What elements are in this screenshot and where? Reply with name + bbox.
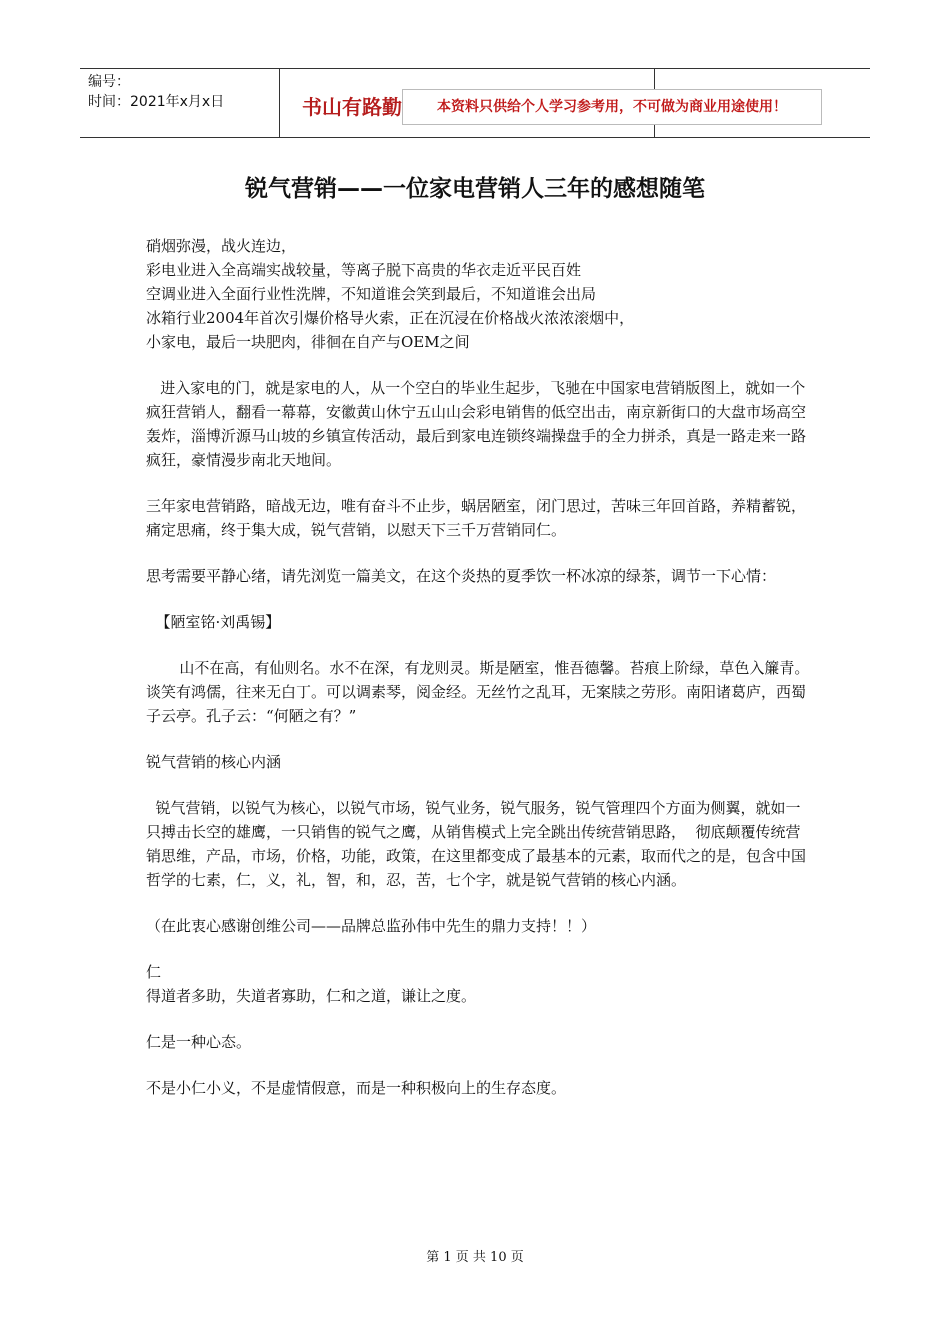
paragraph: 得道者多助，失道者寡助，仁和之道，谦让之度。 [146,987,477,1005]
paragraph: 锐气营销，以锐气为核心，以锐气市场，锐气业务，锐气服务，锐气管理四个方面为侧翼，就如一只搏击长空的雄鹰，一只销售的锐气之鹰，从销售模式上完全跳出传统营销思路， 彻底颠覆传统营销思维，产品，市场，价格，功能，政策，在这里都变成了最基本的元素，取而代之的是，包含中国哲学的七素，仁，义，礼，智，和，忍，苦，七个字，就是锐气营销的核心内涵。 [146,799,807,889]
paragraph: 不是小仁小义，不是虚情假意，而是一种积极向上的生存态度。 [146,1079,567,1097]
paragraph: 仁是一种心态。 [146,1033,252,1051]
section-heading: 仁 [146,963,162,981]
paragraph: 思考需要平静心绪，请先浏览一篇美文，在这个炎热的夏季饮一杯冰凉的绿茶，调节一下心情： [146,567,777,585]
poem-line: 小家电，最后一块肥肉，徘徊在自产与OEM之间 [146,333,470,351]
section-heading: 锐气营销的核心内涵 [146,753,282,771]
page-title: 锐气营销——一位家电营销人三年的感想随笔 [245,176,705,202]
page-header [80,68,870,138]
document-body [146,234,810,1100]
usage-notice: 本资料只供给个人学习参考用，不可做为商业用途使用！ [402,89,822,125]
header-meta [80,69,280,137]
poem-line: 冰箱行业2004年首次引爆价格导火索，正在沉浸在价格战火浓浓滚烟中， [146,309,635,327]
poem-line: 彩电业进入全高端实战较量，等离子脱下高贵的华衣走近平民百姓 [146,261,582,279]
time-label: 时间：2021年x月x日 [88,94,225,110]
poem-line: 硝烟弥漫，战火连边， [146,237,297,255]
brand-text: 书山有路勤 [302,95,402,119]
poem-line: 空调业进入全面行业性洗牌，不知道谁会笑到最后，不知道谁会出局 [146,285,597,303]
paragraph: 进入家电的门，就是家电的人，从一个空白的毕业生起步，飞驰在中国家电营销版图上，就如一个疯狂营销人，翻看一幕幕，安徽黄山休宁五山山会彩电销售的低空出击，南京新街口的大盘市场高空轰炸，淄博沂源马山坡的乡镇宣传活动，最后到家电连锁终端操盘手的全力拼杀，真是一路走来一路疯狂，豪情漫步南北天地间。 [146,379,807,469]
section-heading: 【陋室铭·刘禹锡】 [146,613,281,631]
paragraph: 山不在高，有仙则名。水不在深，有龙则灵。斯是陋室，惟吾德馨。苔痕上阶绿，草色入簾青。谈笑有鸿儒，往来无白丁。可以调素琴，阅金经。无丝竹之乱耳，无案牍之劳形。南阳诸葛庐，西蜀子云亭。孔子云：“何陋之有？” [146,659,810,725]
paragraph: （在此衷心感谢创维公司——品牌总监孙伟中先生的鼎力支持！！） [146,917,597,935]
paragraph: 三年家电营销路，暗战无边，唯有奋斗不止步，蜗居陋室，闭门思过，苦味三年回首路，养精蓄锐，痛定思痛，终于集大成，锐气营销，以慰天下三千万营销同仁。 [146,497,807,539]
page-footer: 第 1 页 共 10 页 [426,1250,524,1265]
number-label: 编号： [88,74,130,90]
